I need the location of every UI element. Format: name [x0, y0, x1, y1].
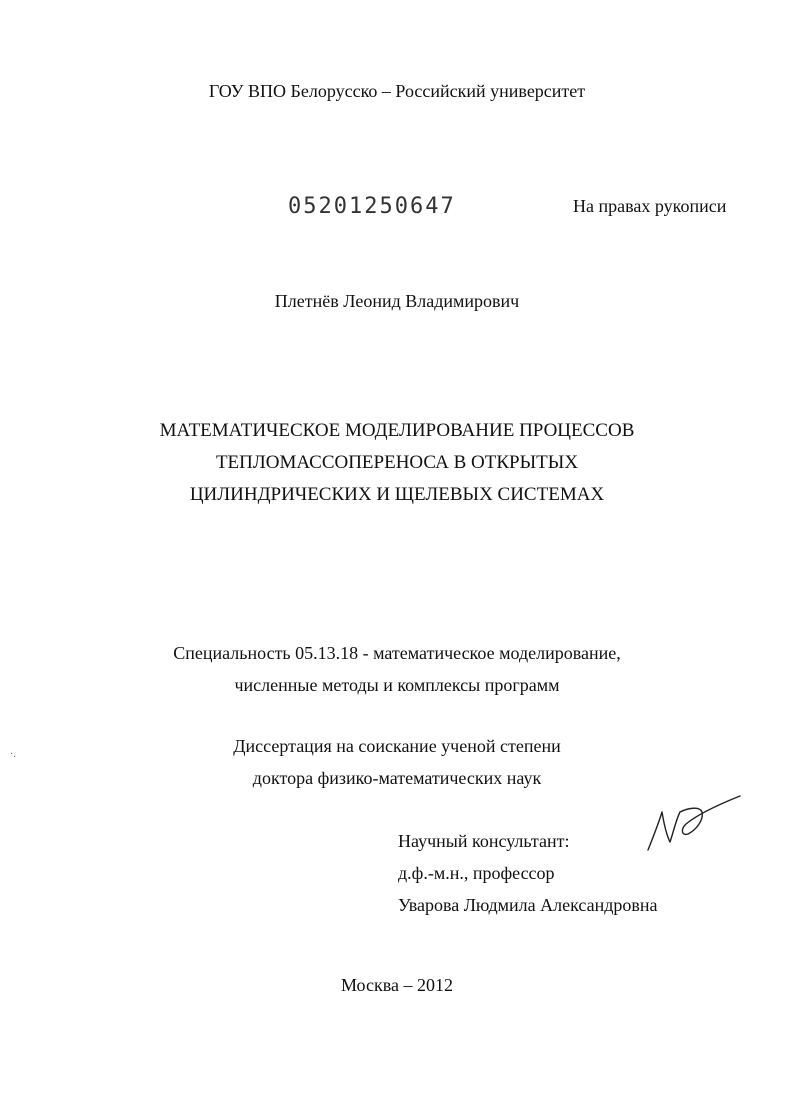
degree-line-1: Диссертация на соискание ученой степени	[233, 736, 561, 756]
margin-mark: ·.	[10, 749, 16, 760]
university-name: ГОУ ВПО Белорусско – Российский университет	[208, 81, 586, 101]
specialty-line-2: численные методы и комплексы программ	[234, 675, 560, 695]
signature-icon	[640, 790, 750, 860]
author-name: Плетнёв Леонид Владимирович	[274, 291, 520, 311]
consultant-degree: д.ф.-м.н., профессор	[398, 863, 555, 883]
dissertation-title-line-2: ТЕПЛОМАССОПЕРЕНОСА В ОТКРЫТЫХ	[215, 452, 579, 473]
manuscript-rights: На правах рукописи	[573, 196, 727, 216]
specialty-line-1: Специальность 05.13.18 - математическое моделирование,	[173, 643, 621, 663]
dissertation-title-line-1: МАТЕМАТИЧЕСКОЕ МОДЕЛИРОВАНИЕ ПРОЦЕССОВ	[159, 420, 635, 441]
consultant-name: Уварова Людмила Александровна	[398, 895, 658, 915]
consultant-label: Научный консультант:	[398, 831, 570, 851]
dissertation-title-line-3: ЦИЛИНДРИЧЕСКИХ И ЩЕЛЕВЫХ СИСТЕМАХ	[189, 484, 605, 505]
city-year: Москва – 2012	[341, 975, 453, 995]
degree-line-2: доктора физико-математических наук	[252, 768, 542, 788]
registry-number-stamp: 05201250647	[288, 194, 456, 219]
